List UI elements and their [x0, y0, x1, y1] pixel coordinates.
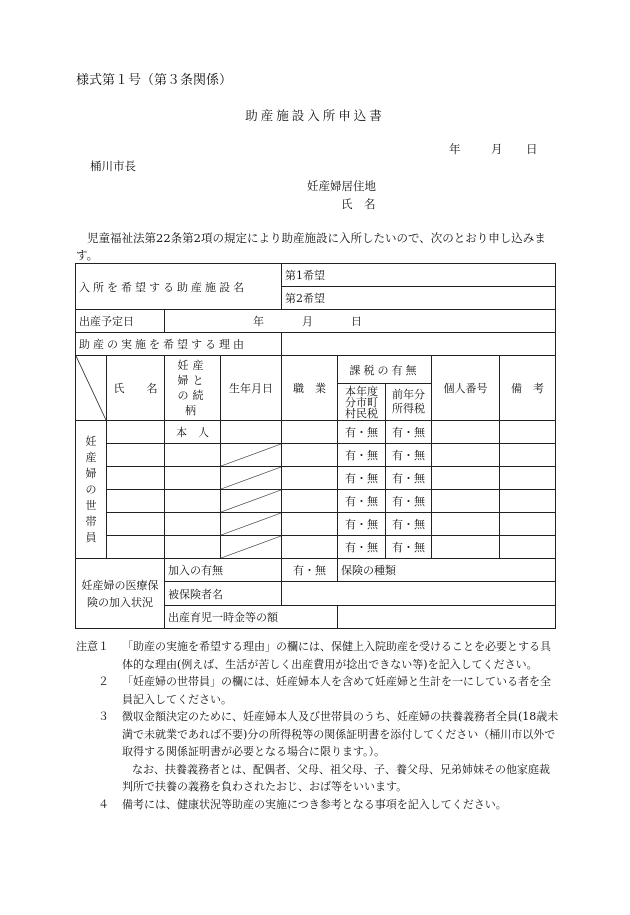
note-4-num: ４	[98, 797, 109, 811]
insurance-type[interactable]: 保険の種類	[338, 559, 556, 582]
member-name[interactable]	[107, 536, 165, 559]
application-date	[449, 141, 538, 157]
tax-income-choice[interactable]: 有・無	[386, 444, 432, 467]
reason-label: 助産の実施を希望する理由	[76, 333, 282, 356]
col-birth: 生年月日	[221, 356, 282, 421]
tax-resident-choice[interactable]: 有・無	[338, 467, 386, 490]
member-name[interactable]	[107, 444, 165, 467]
col-relation: 妊産婦との続柄	[165, 356, 221, 421]
facility-choice-2[interactable]: 第2希望	[282, 287, 556, 310]
note-4	[76, 796, 560, 814]
tax-resident-choice[interactable]: 有・無	[338, 513, 386, 536]
member-job[interactable]	[282, 490, 338, 513]
member-name[interactable]	[107, 421, 165, 444]
lumpsum-label: 出産育児一時金等の額	[165, 606, 338, 629]
reason-field[interactable]	[282, 333, 556, 356]
member-id[interactable]	[432, 513, 500, 536]
col-job: 職 業	[282, 356, 338, 421]
member-name[interactable]	[107, 513, 165, 536]
due-date-label: 出産予定日	[76, 310, 165, 333]
col-tax: 課税の有無	[338, 356, 432, 384]
tax-income-choice[interactable]: 有・無	[386, 467, 432, 490]
member-birth[interactable]	[221, 513, 282, 536]
member-id[interactable]	[432, 421, 500, 444]
note-3b	[76, 761, 560, 796]
member-id[interactable]	[432, 444, 500, 467]
tax-income-choice[interactable]: 有・無	[386, 513, 432, 536]
member-id[interactable]	[432, 536, 500, 559]
applicant-name-label: 氏 名	[341, 197, 376, 211]
note-2	[76, 673, 560, 708]
member-name[interactable]	[107, 490, 165, 513]
member-birth[interactable]	[221, 467, 282, 490]
facility-label: 入所を希望する助産施設名	[76, 264, 282, 310]
lumpsum-field[interactable]	[338, 606, 556, 629]
note-2-num: ２	[98, 675, 109, 688]
col-tax-income: 前年分所得税	[386, 384, 432, 421]
tax-resident-choice[interactable]: 有・無	[338, 421, 386, 444]
note-3b-text: なお、扶養義務者とは、配偶者、父母、祖父母、子、養父母、兄弟姉妹その他家庭裁判所で扶養の義務を負わされたおじ、おば等をいいます。	[122, 762, 550, 793]
due-month: 月	[302, 315, 313, 328]
member-birth[interactable]	[221, 490, 282, 513]
member-remarks[interactable]	[500, 513, 556, 536]
member-birth[interactable]	[221, 444, 282, 467]
note-3-text: 徴収金額決定のために、妊産婦本人及び世帯員のうち、妊産婦の扶養義務者全員(18歳未満で未就業であれば不要)分の所得税等の関係証明書を添付してください（桶川市以外で取得する関係証明書が必要となる場合に限ります。）。	[122, 710, 559, 758]
note-1-text: 「助産の実施を希望する理由」の欄には、保健上入院助産を受けることを必要とする具体的な理由(例えば、生活が苦しく出産費用が捻出できない等)を記入してください。	[122, 640, 551, 671]
member-relation[interactable]	[165, 513, 221, 536]
corner-cell	[76, 356, 107, 421]
member-remarks[interactable]	[500, 490, 556, 513]
date-day: 日	[526, 142, 538, 156]
member-job[interactable]	[282, 467, 338, 490]
insured-name-field[interactable]	[282, 582, 556, 606]
tax-income-choice[interactable]: 有・無	[386, 536, 432, 559]
member-job[interactable]	[282, 536, 338, 559]
member-job[interactable]	[282, 444, 338, 467]
member-id[interactable]	[432, 490, 500, 513]
recipient: 桶川市長	[90, 159, 136, 173]
member-remarks[interactable]	[500, 421, 556, 444]
self-label: 本 人	[165, 421, 221, 444]
application-table	[75, 263, 556, 629]
notes	[76, 638, 560, 813]
due-day: 日	[351, 315, 362, 328]
col-remarks: 備 考	[500, 356, 556, 421]
note-4-text: 備考には、健康状況等助産の実施につき参考となる事項を記入してください。	[122, 797, 507, 811]
form-number: 様式第１号（第３条関係）	[76, 73, 233, 88]
insurance-enrolled-label: 加入の有無	[165, 559, 282, 582]
member-name[interactable]	[107, 467, 165, 490]
note-2-text: 「妊産婦の世帯員」の欄には、妊産婦本人を含めて妊産婦と生計を一にしている者を全員記入してください。	[122, 675, 551, 706]
col-tax-resident: 本年度分市町村民税	[338, 384, 386, 421]
date-year: 年	[449, 142, 461, 156]
insurance-enrolled-choice[interactable]: 有・無	[282, 559, 338, 582]
col-name: 氏 名	[107, 356, 165, 421]
member-relation[interactable]	[165, 536, 221, 559]
member-birth[interactable]	[221, 536, 282, 559]
date-month: 月	[491, 142, 503, 156]
applicant-address-label: 妊産婦居住地	[307, 179, 376, 193]
tax-resident-choice[interactable]: 有・無	[338, 444, 386, 467]
tax-resident-choice[interactable]: 有・無	[338, 536, 386, 559]
member-birth[interactable]	[221, 421, 282, 444]
tax-income-choice[interactable]: 有・無	[386, 490, 432, 513]
document-title: 助産施設入所申込書	[245, 108, 385, 123]
member-id[interactable]	[432, 467, 500, 490]
tax-resident-choice[interactable]: 有・無	[338, 490, 386, 513]
due-date-field[interactable]	[165, 310, 556, 333]
member-job[interactable]	[282, 513, 338, 536]
member-remarks[interactable]	[500, 536, 556, 559]
member-relation[interactable]	[165, 444, 221, 467]
member-relation[interactable]	[165, 467, 221, 490]
note-head: 注意１	[76, 640, 109, 653]
insurance-label: 妊産婦の医療保険の加入状況	[76, 559, 165, 629]
member-relation[interactable]	[165, 490, 221, 513]
col-id: 個人番号	[432, 356, 500, 421]
member-remarks[interactable]	[500, 444, 556, 467]
household-label: 妊産婦の世帯員	[76, 421, 107, 559]
insured-name-label: 被保険者名	[165, 582, 282, 606]
intro-text: 児童福祉法第22条第2項の規定により助産施設に入所したいので、次のとおり申し込みます。	[76, 231, 546, 262]
facility-choice-1[interactable]: 第1希望	[282, 264, 556, 287]
note-3	[76, 708, 560, 761]
note-3-num: ３	[98, 710, 109, 723]
due-year: 年	[253, 315, 264, 328]
tax-income-choice[interactable]: 有・無	[386, 421, 432, 444]
member-job[interactable]	[282, 421, 338, 444]
note-1	[76, 638, 560, 673]
member-remarks[interactable]	[500, 467, 556, 490]
